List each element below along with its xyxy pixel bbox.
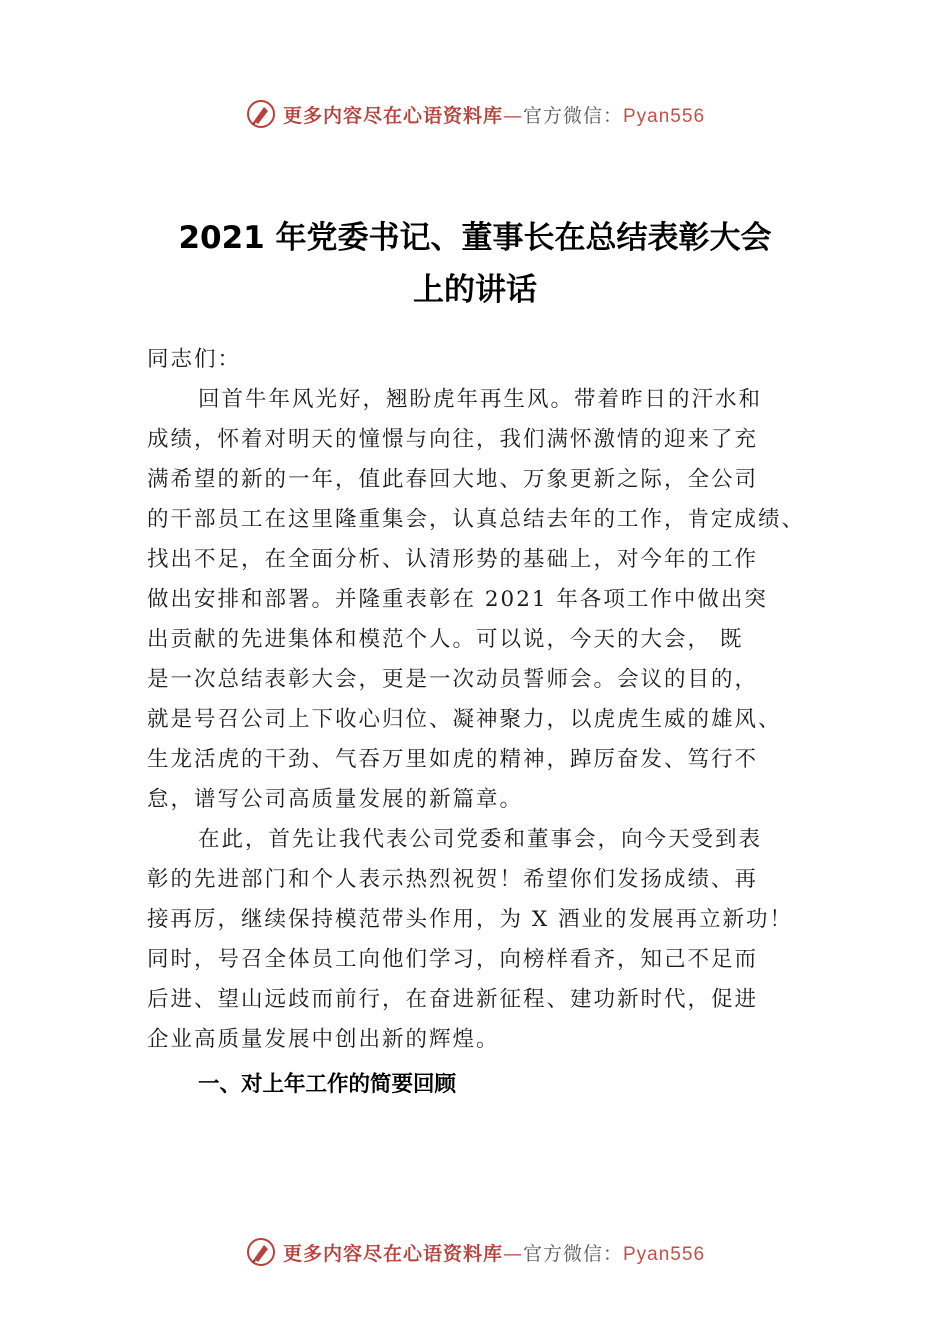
paragraph-1 bbox=[147, 380, 812, 820]
paragraph-line: 找出不足，在全面分析、认清形势的基础上，对今年的工作 bbox=[147, 547, 759, 572]
paragraph-line: 成绩，怀着对明天的憧憬与向往，我们满怀激情的迎来了充 bbox=[147, 427, 759, 452]
banner-wechat-id: Pyan556 bbox=[623, 105, 706, 127]
document-title bbox=[140, 212, 810, 316]
paragraph-line: 的干部员工在这里隆重集会，认真总结去年的工作，肯定成绩、 bbox=[147, 507, 806, 532]
banner-dash: — bbox=[502, 1242, 523, 1265]
banner-wechat-id: Pyan556 bbox=[623, 1243, 706, 1265]
header-banner bbox=[0, 94, 950, 134]
paragraph-line: 出贡献的先进集体和模范个人。可以说，今天的大会， 既 bbox=[147, 627, 744, 652]
section-heading: 一、对上年工作的简要回顾 bbox=[198, 1072, 457, 1097]
paragraph-line: 在此，首先让我代表公司党委和董事会，向今天受到表 bbox=[198, 827, 763, 852]
paragraph-line: 生龙活虎的干劲、气吞万里如虎的精神，踔厉奋发、笃行不 bbox=[147, 747, 759, 772]
paragraph-line: 是一次总结表彰大会，更是一次动员誓师会。会议的目的， bbox=[147, 667, 759, 692]
paragraph-line: 就是号召公司上下收心归位、凝神聚力，以虎虎生威的雄风、 bbox=[147, 707, 782, 732]
pen-nib-logo-icon bbox=[245, 1236, 277, 1268]
paragraph-line: 彰的先进部门和个人表示热烈祝贺！希望你们发扬成绩、再 bbox=[147, 867, 759, 892]
document-body bbox=[147, 340, 812, 1060]
paragraph-line: 怠，谱写公司高质量发展的新篇章。 bbox=[147, 787, 524, 812]
banner-text bbox=[283, 101, 705, 128]
banner-official-text: 官方微信： bbox=[522, 104, 623, 127]
paragraph-line: 做出安排和部署。并隆重表彰在 2021 年各项工作中做出突 bbox=[147, 587, 768, 612]
banner-dash: — bbox=[502, 104, 523, 127]
footer-banner bbox=[0, 1232, 950, 1272]
paragraph-line: 同时，号召全体员工向他们学习，向榜样看齐，知己不足而 bbox=[147, 947, 759, 972]
banner-text bbox=[283, 1239, 705, 1266]
paragraph-line: 后进、望山远歧而前行，在奋进新征程、建功新时代，促进 bbox=[147, 987, 759, 1012]
paragraph-line: 满希望的新的一年，值此春回大地、万象更新之际，全公司 bbox=[147, 467, 759, 492]
title-line-1: 2021 年党委书记、董事长在总结表彰大会 bbox=[178, 220, 772, 256]
title-line-2: 上的讲话 bbox=[413, 272, 537, 308]
banner-site-text: 更多内容尽在心语资料库 bbox=[282, 1242, 503, 1265]
paragraph-line: 企业高质量发展中创出新的辉煌。 bbox=[147, 1027, 500, 1052]
paragraph-line: 接再厉，继续保持模范带头作用，为 X 酒业的发展再立新功！ bbox=[147, 907, 793, 932]
paragraph-line: 回首牛年风光好，翘盼虎年再生风。带着昨日的汗水和 bbox=[198, 387, 763, 412]
banner-official-text: 官方微信： bbox=[522, 1242, 623, 1265]
salutation: 同志们： bbox=[147, 347, 242, 372]
banner-site-text: 更多内容尽在心语资料库 bbox=[282, 104, 503, 127]
pen-nib-logo-icon bbox=[245, 98, 277, 130]
paragraph-2 bbox=[147, 820, 812, 1060]
